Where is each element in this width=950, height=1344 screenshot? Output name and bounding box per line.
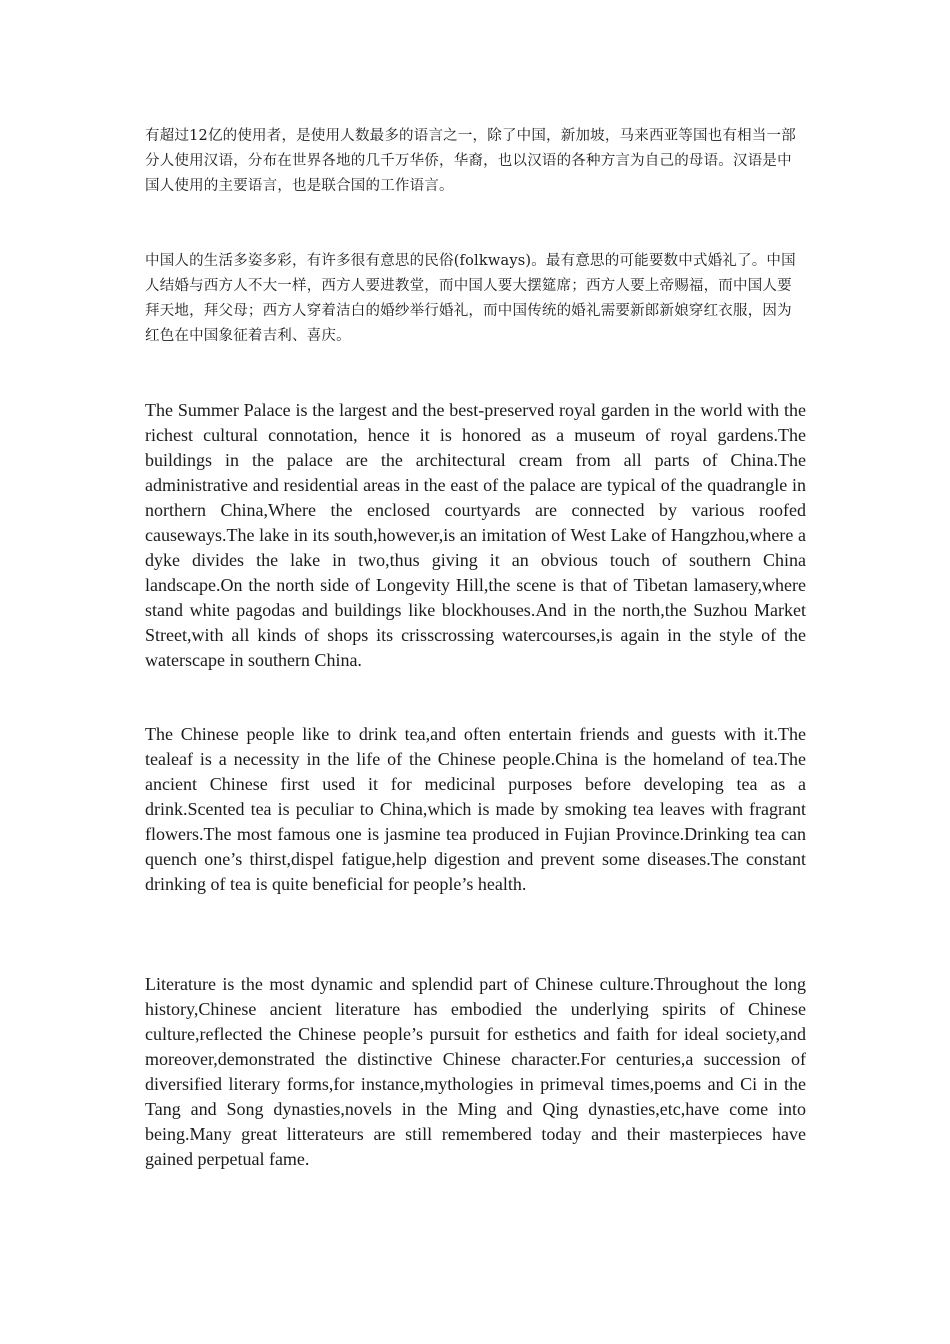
paragraph-chinese-language: 有超过12亿的使用者，是使用人数最多的语言之一，除了中国，新加坡，马来西亚等国也有相当一部分人使用汉语，分布在世界各地的几千万华侨，华裔，也以汉语的各种方言为自己的母语。汉语是中国人使用的主要语言，也是联合国的工作语言。 [145, 128, 796, 194]
paragraph-chinese-literature: Literature is the most dynamic and splendid part of Chinese culture.Throughout the long history,Chinese ancient literature has embodied the underlying spirits of Chinese culture,reflected the Chinese people’s pursuit for esthetics and faith for ideal society,and moreover,demonstrated the distinctive Chinese character.For centuries,a succession of diversified literary forms,for instance,mythologies in primeval times,poems and Ci in the Tang and Song dynasties,novels in the Ming and Qing dynasties,etc,have come into being.Many great litterateurs are still remembered today and their masterpieces have gained perpetual fame. [145, 974, 806, 1169]
paragraph-chinese-folkways: 中国人的生活多姿多彩，有许多很有意思的民俗(folkways)。最有意思的可能要数中式婚礼了。中国人结婚与西方人不大一样，西方人要进教堂，而中国人要大摆筵席；西方人要上帝赐福，而中国人要拜天地，拜父母；西方人穿着洁白的婚纱举行婚礼，而中国传统的婚礼需要新郎新娘穿红衣服，因为红色在中国象征着吉利、喜庆。 [145, 253, 796, 344]
paragraph-summer-palace: The Summer Palace is the largest and the best-preserved royal garden in the world with the richest cultural connotation, hence it is honored as a museum of royal gardens.The buildings in the palace are the architectural cream from all parts of China.The administrative and residential areas in the east of the palace are typical of the quadrangle in northern China,Where the enclosed courtyards are connected by various roofed causeways.The lake in its south,however,is an imitation of West Lake of Hangzhou,where a dyke divides the lake in two,thus giving it an obvious touch of southern China landscape.On the north side of Longevity Hill,the scene is that of Tibetan lamasery,where stand white pagodas and buildings like blockhouses.And in the north,the Suzhou Market Street,with all kinds of shops its crisscrossing watercourses,is again in the style of the waterscape in southern China. [145, 400, 806, 670]
paragraph-chinese-tea: The Chinese people like to drink tea,and often entertain friends and guests with it.The tealeaf is a necessity in the life of the Chinese people.China is the homeland of tea.The ancient Chinese first used it for medicinal purposes before developing tea as a drink.Scented tea is peculiar to China,which is made by smoking tea leaves with fragrant flowers.The most famous one is jasmine tea produced in Fujian Province.Drinking tea can quench one’s thirst,dispel fatigue,help digestion and prevent some diseases.The constant drinking of tea is quite beneficial for people’s health. [145, 724, 806, 894]
